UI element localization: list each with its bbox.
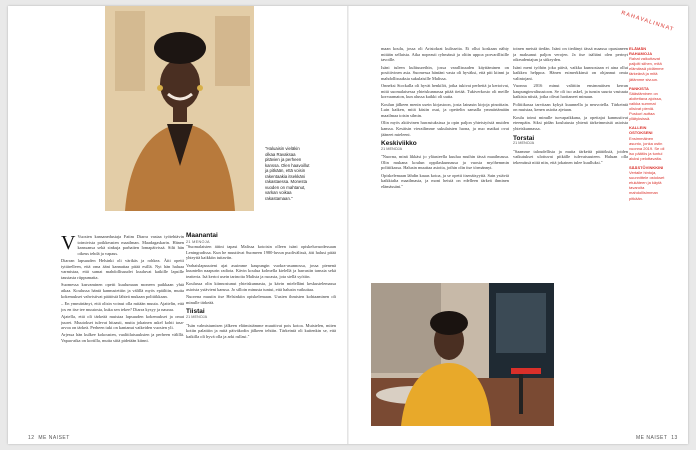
left-folio: [28, 435, 70, 441]
tiistai-heading-block: [186, 309, 336, 320]
body-paragraph: Koulussa olin kiinnostunut yhteiskunnasta, ja kävin mielelläni keskustelemassa asioista ystävieni kanssa. Jo silloin minusta tuntui, että halusin vaikuttaa.: [186, 281, 336, 292]
right-folio: [636, 435, 678, 441]
maanantai-column: [186, 244, 336, 420]
body-paragraph: toinen meistä tiedän. Isäni on tiedänyt tässä maassa opastaneen ja maksanut paljon verojen. Ja itse isältäni olen perinyt oikeudentajun ja sitkeyden.: [513, 46, 628, 63]
magazine-name: ME NAISET: [636, 435, 668, 441]
portrait-photo: [105, 6, 254, 211]
keskiviikko-heading-block: [381, 141, 509, 152]
keskiviikko-byline: 21 MENOJA: [381, 146, 403, 151]
sidebar-item: [629, 46, 665, 82]
torstai-byline: 21 MENOJA: [513, 141, 535, 146]
intro-paragraph: Ajatella, että oli tärkeää muistaa lapsuuden kokemukset ja omat juuret. Muutokset tulevat hitaasti, mutta jokainen askel kohti tasa-arvoa on tärkeä. Perheen tuki on kantanut vaikeiden vuosien yli.: [61, 313, 184, 331]
body-paragraph: Opiskelemaan lähdin kauas kotoa, ja se opetti itsenäisyyttä. Sain ystäviä kaikkialta maailmasta, ja moni heistä on edelleen tärkeä ihminen elämässäni.": [381, 172, 509, 190]
sidebar-item: [629, 165, 665, 201]
body-paragraph: Isäni tuleen kulttuureihin, jossa varallisuuden käyttäminen on positiivinen asia. Suomessa häntäni vasta oli hyväksi, että piti kiinni ja mahdollisuuksia sukulaisille Malissa.: [381, 64, 509, 81]
maanantai-heading-block: [186, 232, 218, 244]
torstai-heading: Torstai: [513, 134, 535, 142]
sidebar-item-text: Vertaile hintoja, suunnittele ostokset etukäteen ja käytä tavaroita mahdollisimman pitkään.: [629, 170, 665, 201]
magazine-name: ME NAISET: [38, 435, 70, 441]
sidebar-item-heading: PANKISTA: [629, 85, 649, 91]
page-number: 13: [671, 435, 678, 441]
body-paragraph: Koulu toimi minulle turvapaikkana, ja opettajat kannustivat eteenpäin. Siksi pidän koulutusta yhtenä tärkeimmistä asioista yhteiskunnassa.: [513, 114, 628, 131]
body-paragraph: "Nuorna, minä likkäsi jo yläasteella kuulua muihin tässä maailmassa. Olin mukana koulun oppilaskunnassa ja vuosia myöhemmin politiikassa. Halusin muuttaa asioita, joihin olin itse törmännyt.: [381, 154, 509, 171]
table-photo: [371, 283, 554, 426]
body-paragraph: "Suomalaisten äitini tapasi Malissa kotoisin olleen isäni opiskeluvuodessaan Leningradissa. Kun he muuttivat Suomeen 1980-luvun puolivälissä, äiti halusi pitää yhteyttä kaikkiin tuttaviin.: [186, 244, 336, 261]
portrait-caption: "Haluaisin vieläkin olkaa Ravaksaa pitävien ja perheen kanssa. Olen haavoillut ja pitkään, että voisin rakentaakia itsekkäni rakastaessa. Monesta vuoden on mahtanut, varkan voikaa rakastamaan.": [265, 146, 310, 201]
magazine-spread: [8, 6, 688, 444]
intro-paragraph: Suomessa kasvaminen opetti kuulumaan moneen paikkaan yhtä aikaa. Koulussa häntä kannustettiin ja välillä myös epäiltiin, mutta kokemukset vahvistivat päätöstä lähteä mukaan politiikkaan.: [61, 282, 184, 299]
body-paragraph: Koulun jälkeen menin usein kirjastoon, josta lainasin kirjoja pinoittain. Luin kaiken, mitä käsiin osui, ja opettelin samalla ymmärtämään maailmaa toisin silmin.: [381, 101, 509, 118]
body-paragraph: Politiikassa tarvitaan kykyä kuunnella ja neuvotella. Tärkeintä on muistaa, kenen asioita ajetaan.: [513, 101, 628, 113]
sidebar-title-text: RAHAVALINNAT: [620, 10, 675, 34]
intro-paragraph: Diarran lapsuuden Helsinki oli värikäs ja rohkea. Äiti opetti tyttärelleen, että oma ääni kannattaa pitää esillä. Nyt hän haluaa varmistaa, että samat mahdollisuudet kuuluvat kaikille lapsille taustasta riippumatta.: [61, 258, 184, 280]
sidebar-title: [619, 8, 679, 44]
right-column-a: [381, 46, 509, 278]
rahavalinnat-sidebar: [629, 46, 665, 205]
torstai-heading-block: [513, 136, 628, 147]
body-paragraph: Nuorena muutin itse Helsinkiin opiskelemaan. Uusien ihmisten kohtaaminen oli minulle tärkeää.: [186, 294, 336, 305]
intro-paragraph: Arjessa hän kulkee kokousten, vaalitilaisuuksien ja perheen välillä. Vapaa-aika on kortilla, mutta siitä pidetään kiinni.: [61, 332, 184, 344]
page-number: 12: [28, 435, 35, 441]
sidebar-item-text: Ensimmäinen asunto, jonka ostin vuonna 2019. Se oli iso päätös ja tuntui aluksi pelottavalta.: [629, 135, 665, 161]
keskiviikko-heading: Keskiviikko: [381, 140, 417, 148]
right-column-b: [513, 46, 628, 278]
maanantai-heading: Maanantai: [186, 232, 218, 239]
sidebar-item-heading: SÄÄSTÖVINKKINI: [629, 164, 664, 170]
body-paragraph: Isäni meni työhön joka päivä, vaikka kunnostaan ei aina ollut kaikkea helppoa. Hänen esimerkkinsä on ohjannut omia valintojani.: [513, 64, 628, 81]
gutter: [347, 6, 349, 444]
body-paragraph: maan koulu, jossa oli Aristokrat kulisseita. Ei ollut koskaan nähty mitään sellaista. Aika nopeasti ryhmässä ja oltiin uppoa porvarillisille tavoille.: [381, 46, 509, 63]
body-paragraph: Olin myös aktiivinen harrastuksissa ja opin paljon yhteistyöstä muiden kanssa. Kesäisin vierailimme sukulaisten luona, ja nuo matkat ovat jääneet mieleeni.: [381, 120, 509, 137]
body-paragraph: "Saamme taloudellisia ja muita tärkeitä päätöksiä, joiden vaikutukset ulottuvat pitkälle tulevaisuuteen. Haluan olla tekemässä niitä niin, että jokainen tulee kuulluksi.": [513, 148, 628, 165]
body-paragraph: "Isän valmistumisen jälkeen eläimistämme muuttivat pois kotoa. Muistelen, miten kotiin palattiin ja mitä päiväkodin jälkeen tehtiin. Tärkeintä oli kuitenkin se, että kaikilla oli hyvä olla ja arki rullasi.": [186, 322, 336, 339]
sidebar-item: [629, 86, 665, 122]
body-paragraph: Varhaislapsuuteni ajat asuimme kaupungin vuokra-asunnossa, jossa pienenä kuuntelin naapurin radiota. Kävin koulua kolmella kielellä ja harrastin tanssia sekä teatteria. Isä kertoi usein tarinoita Malista ja ruoasta, jota siellä syötiin.: [186, 262, 336, 279]
body-paragraph: Vuonna 2016 minut valittiin ensimmäisen kerran kaupunginvaltuustoon. Se oli iso askel, ja tunsin suurta vastuuta kaikista niistä, jotka olivat luottaneet minuun.: [513, 83, 628, 100]
sidebar-item-text: Rahat vaikuttavat paljolti siihen, mitä elämässä pidämme tärkeänä ja mitä jätämme sivuun.: [629, 56, 664, 82]
intro-paragraph: – En ymmärtänyt, että olisin voinut olla mitään muuta. Ajattelin, että jos en itse tee muutosta, kuka sen tekee? Diarra kysyy ja nauraa.: [61, 300, 184, 312]
maanantai-byline: 21 MENOJA: [186, 240, 210, 244]
intro-paragraph: V Vuosien kansanedustaja Fatim Diarra vastaa työtehtävin toimivista poikkeusten maailman. Maadagaskarin. Hänen kanssansa sekä sinkuja parhaiten lomapäivissä. Silti hän oikeus tehdä ja vapaus.: [61, 234, 184, 256]
tiistai-byline: 21 MENOJA: [186, 314, 208, 319]
sidebar-item: [629, 125, 665, 161]
sidebar-item-heading: ELÄMÄN RAHAMOJA: [629, 46, 653, 57]
table-photo-caption: "Haluaisin tehdä eniten kaikille, jotka eivät ole vielä löytäneet ääntään. Vaikka kokisi, että elämä on tuonut vastoinkäymisiä, ei kannata luovuttaa.": [556, 289, 603, 327]
drop-cap: V: [61, 234, 76, 254]
sidebar-item-heading: KALLEIN OSTOKSENI: [629, 125, 653, 136]
intro-column: [61, 234, 184, 417]
tiistai-heading: Tiistai: [186, 308, 205, 316]
body-paragraph: Onneksi Stockalla oli hyvät henkilöt, jotka tukivat perhettä ja kertoivat, mitä suomalaisessa yhteiskunnassa pitää tietää. Tukiverkosto oli meille korvaamaton, kun alussa kaikki oli uutta.: [381, 83, 509, 100]
sidebar-item-text: Säästäminen on aloitettava ajoissa, vaikka summat olisivat pieniä. Puskuri auttaa yllätyksissä.: [629, 90, 662, 122]
